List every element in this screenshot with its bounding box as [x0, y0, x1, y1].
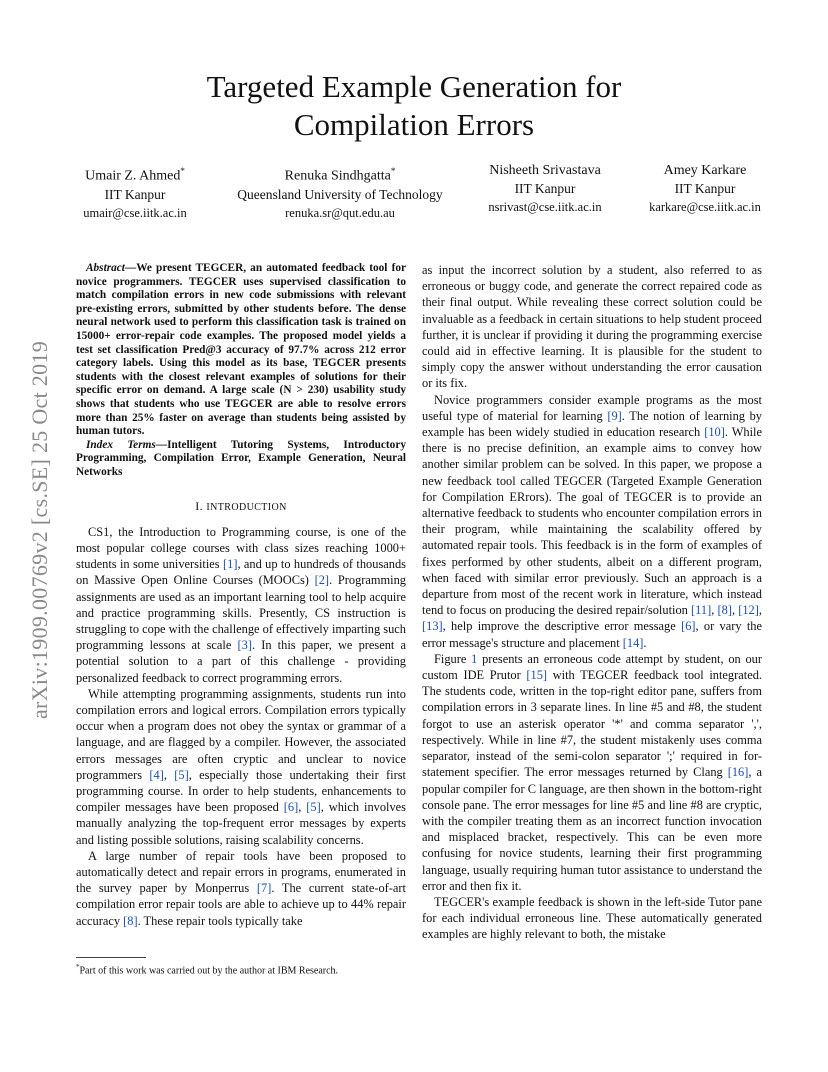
paragraph-text: as input the incorrect solution by a student, also referred to as erroneous or buggy code, and generate the correct repaired code as their final output. While revealing these correct solution could be invaluable as a feedback in certain situations to help student proceed further, it is unclear if providing it during the programming exercise could aid in effective learning. It is plausible for the student to simply copy the answer without understanding the error causation or its fix.: [422, 263, 762, 391]
author-mark: *: [180, 166, 185, 176]
citation-link[interactable]: [9]: [607, 408, 622, 423]
footnote: [76, 961, 406, 977]
left-body-text: [76, 524, 406, 929]
paragraph-text: While attempting programming assignments, students run into compilation errors and logical errors. Compilation errors typically occur when a program does not obey the syntax or grammar of a language, and are flagged by a compiler. However, the associated errors messages are often cryptic and unclear to novice programmers: [76, 686, 406, 782]
arxiv-identifier-text: arXiv:1909.00769v2 [cs.SE] 25 Oct 2019: [27, 340, 52, 720]
footnote-rule: [76, 957, 146, 958]
arxiv-identifier: [20, 295, 60, 765]
citation-link[interactable]: [16]: [727, 765, 749, 780]
citation-link[interactable]: [7]: [256, 881, 272, 896]
author-4: [630, 162, 780, 216]
paragraph-text: CS1, the Introduction to Programming course, is one of the most popular college courses with class sizes reaching 1000+ students in some universities: [76, 524, 406, 572]
author-affiliation: IIT Kanpur: [674, 181, 736, 196]
citation-link[interactable]: [5]: [306, 800, 321, 815]
paragraph-text: . Programming assignments are used as an important learning tool to help acquire and practice programming skills. Presently, CS instruction is struggling to cope with the challenge of effectively imparting such programming lessons at scale: [76, 573, 406, 653]
citation-link[interactable]: [5]: [174, 767, 189, 782]
abstract-label: Abstract: [86, 262, 125, 274]
paragraph-text: Novice programmers consider example programs as the most useful type of material for learning: [422, 392, 762, 423]
left-column: [76, 262, 406, 929]
author-name: Renuka Sindhgatta: [284, 168, 391, 184]
paragraph-text: . The notion of learning by example has been widely studied in education research: [422, 408, 762, 440]
author-name: Nisheeth Srivastava: [489, 163, 601, 178]
paragraph-text: . The current state-of-art compilation error repair tools are able to achieve up to 44% repair accuracy: [76, 881, 406, 928]
paragraph-text: presents an erroneous code attempt by student, on our custom IDE Prutor: [422, 651, 762, 683]
paragraph-text: ,: [711, 603, 718, 618]
paragraph-text: ,: [163, 767, 175, 782]
abstract-text: —We present TEGCER, an automated feedback tool for novice programmers. TEGCER uses supervised classification to match compilation errors in new code submissions with relevant pre-existing errors, submitted by other students before. The dense neural network used to perform this classification task is trained on 15000+ error-repair code examples. The proposed model yields a test set classification Pred@3 accuracy of 97.7% across 212 error category labels. Using this model as its base, TEGCER presents students with the closest relevant examples of solutions for their specific error on demand. A large scale (N > 230) usability study shows that students who use TEGCER are able to resolve errors more than 25% faster on average than students being assisted by human tutors.: [76, 262, 406, 438]
paragraph-text: with TEGCER feedback tool integrated. The students code, written in the top-right editor pane, suffers from compilation errors in 3 separate lines. In line #5 and #8, the student forgot to use an asterisk operator '*' and comma separator ',', respectively. While in line #7, the student mistakenly uses comma separator, instead of the semi-colon separator ';' required in for-statement specifier. The error messages returned by Clang: [422, 668, 762, 780]
citation-link[interactable]: [6]: [283, 800, 299, 815]
paper-title: [114, 68, 714, 144]
citation-link[interactable]: [8]: [123, 913, 138, 928]
paragraph-text: , a popular compiler for C language, are then shown in the bottom-right console pane. The error messages for line #5 and line #8 are cryptic, with the compiler treating them as an incorrect function invocation and misplaced bracket, respectively. This can be even more confusing for novice students, learning their first programming language, usually requiring human tutor assistance to understand the error and then fix it.: [422, 765, 762, 893]
paragraph: [422, 262, 762, 392]
section-number: I.: [195, 498, 207, 513]
paragraph-text: , which involves manually analyzing the top-frequent error messages by experts and listing possible solutions, raising scalability concerns.: [76, 800, 406, 847]
author-3: [460, 162, 630, 216]
index-terms: [76, 439, 406, 480]
title-line-2: Compilation Errors: [293, 107, 535, 142]
paragraph-text: .: [643, 635, 647, 650]
paragraph: [76, 848, 406, 929]
section-title: INTRODUCTION: [206, 501, 287, 513]
author-block: [60, 162, 800, 222]
citation-link[interactable]: [1]: [223, 557, 238, 572]
paragraph-text: ,: [758, 603, 762, 618]
paragraph-text: , help improve the descriptive error message: [442, 619, 682, 634]
paragraph-text: Figure: [434, 651, 472, 666]
citation-link[interactable]: [11]: [691, 603, 712, 618]
section-heading: [76, 498, 406, 516]
paragraph-text: TEGCER's example feedback is shown in the left-side Tutor pane for each individual erroneous line. These automatically generated examples are highly relevant to both, the mistake: [422, 894, 762, 942]
paragraph-text: . These repair tools typically take: [137, 913, 303, 928]
paragraph-text: , especially those undertaking their first programming course. In order to help students, enhancements to compiler messages have been proposed: [76, 767, 406, 815]
paragraph: [422, 392, 762, 651]
paragraph-text: ,: [731, 603, 739, 618]
author-email: karkare@cse.iitk.ac.in: [649, 200, 761, 214]
author-name: Umair Z. Ahmed: [85, 168, 181, 184]
citation-link[interactable]: [10]: [704, 425, 725, 440]
citation-link[interactable]: [6]: [681, 619, 696, 634]
paragraph-text: A large number of repair tools have been proposed to automatically detect and repair errors in programs, enumerated in the survey paper by Monperrus: [76, 848, 406, 896]
paragraph: [76, 686, 406, 848]
index-terms-label: Index Terms: [86, 438, 156, 451]
author-mark: *: [390, 166, 396, 176]
paragraph: [76, 524, 406, 686]
index-terms-text: —Intelligent Tutoring Systems, Introductory Programming, Compilation Error, Example Generation, Neural Networks: [76, 438, 406, 478]
author-email: renuka.sr@qut.edu.au: [285, 205, 395, 220]
right-column: [422, 262, 762, 943]
author-name: Amey Karkare: [663, 163, 747, 178]
author-email: nsrivast@cse.iitk.ac.in: [488, 200, 602, 214]
author-email: umair@cse.iitk.ac.in: [83, 205, 187, 220]
citation-link[interactable]: [14]: [622, 635, 644, 650]
citation-link[interactable]: [2]: [314, 573, 330, 588]
citation-link[interactable]: 1: [471, 651, 478, 666]
citation-link[interactable]: [12]: [738, 603, 759, 618]
paragraph: [422, 894, 762, 943]
paragraph-text: , or vary the error message's structure and placement: [422, 619, 763, 650]
author-1: [60, 162, 210, 222]
author-affiliation: IIT Kanpur: [514, 181, 576, 196]
footnote-text: Part of this work was carried out by the author at IBM Research.: [79, 965, 339, 977]
citation-link[interactable]: [4]: [149, 767, 164, 782]
citation-link[interactable]: [15]: [526, 668, 548, 683]
paragraph-text: ,: [298, 800, 307, 815]
citation-link[interactable]: [13]: [422, 619, 443, 634]
citation-link[interactable]: [3]: [237, 638, 252, 653]
paragraph-text: . While there is no precise definition, an example aims to convey how another similar problem can be solved. In this paper, we propose a new feedback tool called TEGCER (Targeted Example Generation for Compilation ERrors). The goal of TEGCER is to provide an alternative feedback to students who encounter compilation errors in their program, while maintaining the scalability offered by automated repair tools. This feedback is in the form of examples of fixes performed by other students, albeit on a different program, when faced with similar error previously. Such an approach is a departure from most of the recent work in literature, which instead tend to focus on producing the desired repair/solution: [422, 425, 762, 618]
paragraph-text: . In this paper, we present a potential solution to a part of this challenge - providing personalized feedback to correct programming errors.: [76, 638, 406, 685]
paragraph: [422, 651, 762, 894]
author-2: [225, 162, 455, 222]
title-line-1: Targeted Example Generation for: [206, 69, 622, 104]
right-body-text: [422, 262, 762, 943]
author-affiliation: IIT Kanpur: [104, 186, 166, 202]
footnote-mark: *: [76, 963, 80, 971]
paragraph-text: , and up to hundreds of thousands on Massive Open Online Courses (MOOCs): [76, 557, 406, 588]
abstract: [76, 262, 406, 439]
author-affiliation: Queensland University of Technology: [237, 186, 443, 202]
citation-link[interactable]: [8]: [717, 603, 732, 618]
